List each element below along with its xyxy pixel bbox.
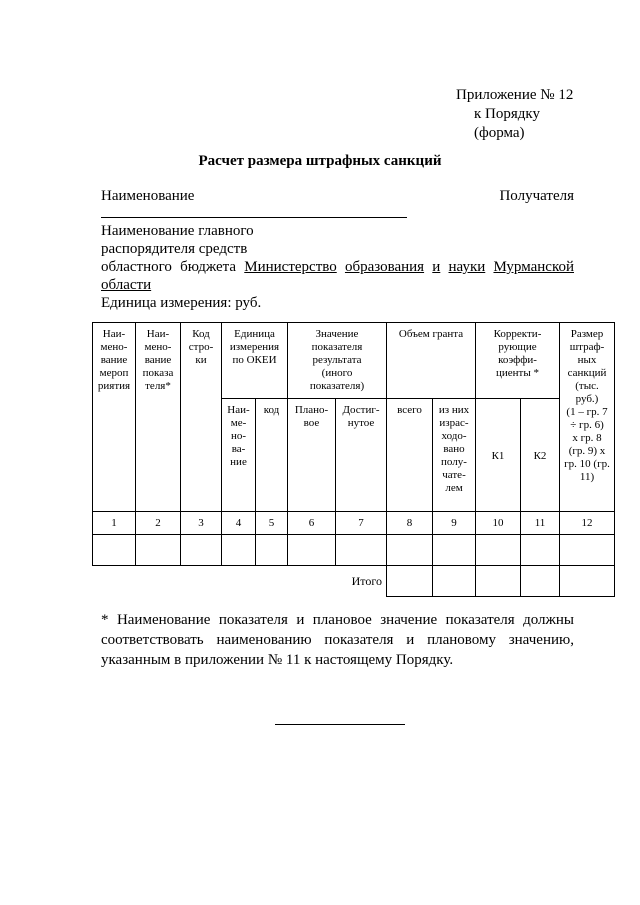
total-cell[interactable] bbox=[521, 566, 560, 597]
subheader-k2: К2 bbox=[521, 399, 560, 512]
budget-manager-line4 bbox=[101, 276, 574, 294]
word: и bbox=[406, 632, 415, 648]
total-cell[interactable] bbox=[560, 566, 615, 597]
total-row bbox=[93, 566, 615, 597]
header-row bbox=[93, 323, 615, 399]
column-number: 6 bbox=[288, 512, 336, 535]
header-indicator-name: Наи- мено- вание показа теля* bbox=[136, 323, 181, 512]
subheader-unit-name: Наи- ме- но- ва- ние bbox=[222, 399, 256, 512]
unit-of-measure: Единица измерения: руб. bbox=[101, 295, 262, 311]
column-number: 12 bbox=[560, 512, 615, 535]
total-cell[interactable] bbox=[387, 566, 433, 597]
footnote-line2 bbox=[101, 630, 574, 650]
word: бюджета bbox=[180, 259, 237, 275]
header-result-value: Значение показателя результата (иного показателя) bbox=[288, 323, 387, 399]
table-cell[interactable] bbox=[433, 535, 476, 566]
recipient-name-line bbox=[101, 217, 407, 218]
document-title: Расчет размера штрафных санкций bbox=[198, 153, 442, 169]
ministry-word: Министерство bbox=[244, 259, 337, 275]
table-cell[interactable] bbox=[288, 535, 336, 566]
total-cell[interactable] bbox=[433, 566, 476, 597]
column-number: 3 bbox=[181, 512, 222, 535]
word: должны bbox=[523, 612, 574, 628]
table-cell[interactable] bbox=[181, 535, 222, 566]
budget-manager-line3 bbox=[101, 258, 574, 276]
appendix-form-note: (форма) bbox=[474, 125, 525, 141]
appendix-to-order: к Порядку bbox=[474, 106, 540, 122]
column-number: 4 bbox=[222, 512, 256, 535]
word: плановое bbox=[312, 612, 372, 628]
table-cell[interactable] bbox=[521, 535, 560, 566]
word: Наименование bbox=[116, 612, 211, 628]
column-number: 11 bbox=[521, 512, 560, 535]
recipient-row bbox=[101, 188, 574, 205]
budget-manager-line2: распорядителя средств bbox=[101, 241, 248, 257]
table-cell[interactable] bbox=[476, 535, 521, 566]
budget-manager-block bbox=[101, 222, 574, 312]
header-unit-okei: Единица измерения по ОКЕИ bbox=[222, 323, 288, 399]
table-cell[interactable] bbox=[256, 535, 288, 566]
column-number: 5 bbox=[256, 512, 288, 535]
table-cell[interactable] bbox=[336, 535, 387, 566]
budget-manager-line1: Наименование главного bbox=[101, 223, 254, 239]
subheader-unit-code: код bbox=[256, 399, 288, 512]
total-label: Итого bbox=[351, 573, 382, 588]
sanctions-table bbox=[92, 322, 615, 597]
recipient-label-left: Наименование bbox=[101, 188, 195, 204]
column-number: 1 bbox=[93, 512, 136, 535]
word: показателя bbox=[445, 612, 515, 628]
column-number-row bbox=[93, 512, 615, 535]
word: и bbox=[296, 612, 305, 628]
footnote bbox=[101, 610, 574, 670]
subheader-k1: К1 bbox=[476, 399, 521, 512]
column-number: 8 bbox=[387, 512, 433, 535]
word: показателя bbox=[218, 612, 288, 628]
word: показателя bbox=[324, 632, 394, 648]
subheader-planned: Плано- вое bbox=[288, 399, 336, 512]
column-number: 2 bbox=[136, 512, 181, 535]
word: наименованию bbox=[216, 632, 312, 648]
word: * bbox=[101, 612, 109, 628]
table-row bbox=[93, 535, 615, 566]
ministry-word: науки bbox=[448, 259, 486, 275]
column-number: 10 bbox=[476, 512, 521, 535]
ministry-word: и bbox=[432, 259, 441, 275]
ministry-region-word: области bbox=[101, 277, 152, 293]
end-divider bbox=[275, 724, 405, 725]
table-cell[interactable] bbox=[136, 535, 181, 566]
footnote-line3: указанным в приложении № 11 к настоящему Порядку. bbox=[101, 652, 454, 668]
word: областного bbox=[101, 259, 172, 275]
ministry-word: образования bbox=[344, 259, 425, 275]
table-cell[interactable] bbox=[560, 535, 615, 566]
word: соответствовать bbox=[101, 632, 204, 648]
ministry-word: Мурманской bbox=[493, 259, 574, 275]
header-event-name: Наи- мено- вание мероп риятия bbox=[93, 323, 136, 512]
column-number: 9 bbox=[433, 512, 476, 535]
header-sanction-size: Размер штраф- ных санкций (тыс. руб.) (1 – гр. 7 ÷ гр. 6) х гр. 8 (гр. 9) х гр. 10 (гр. 11) bbox=[560, 323, 615, 512]
header-grant-volume: Объем гранта bbox=[387, 323, 476, 399]
subheader-total: всего bbox=[387, 399, 433, 512]
subheader-achieved: Достиг- нутое bbox=[336, 399, 387, 512]
total-cell[interactable] bbox=[476, 566, 521, 597]
word: значению, bbox=[508, 632, 574, 648]
word: значение bbox=[380, 612, 438, 628]
header-coefficients: Корректи- рующие коэффи- циенты * bbox=[476, 323, 560, 399]
table-cell[interactable] bbox=[222, 535, 256, 566]
column-number: 7 bbox=[336, 512, 387, 535]
recipient-label-right: Получателя bbox=[499, 188, 574, 204]
header-row-code: Код стро- ки bbox=[181, 323, 222, 512]
table-cell[interactable] bbox=[387, 535, 433, 566]
word: плановому bbox=[427, 632, 496, 648]
appendix-number: Приложение № 12 bbox=[456, 87, 574, 103]
subheader-spent: из них израс- ходо- вано полу- чате- лем bbox=[433, 399, 476, 512]
table-cell[interactable] bbox=[93, 535, 136, 566]
footnote-line1 bbox=[101, 610, 574, 630]
appendix-heading bbox=[456, 86, 573, 143]
